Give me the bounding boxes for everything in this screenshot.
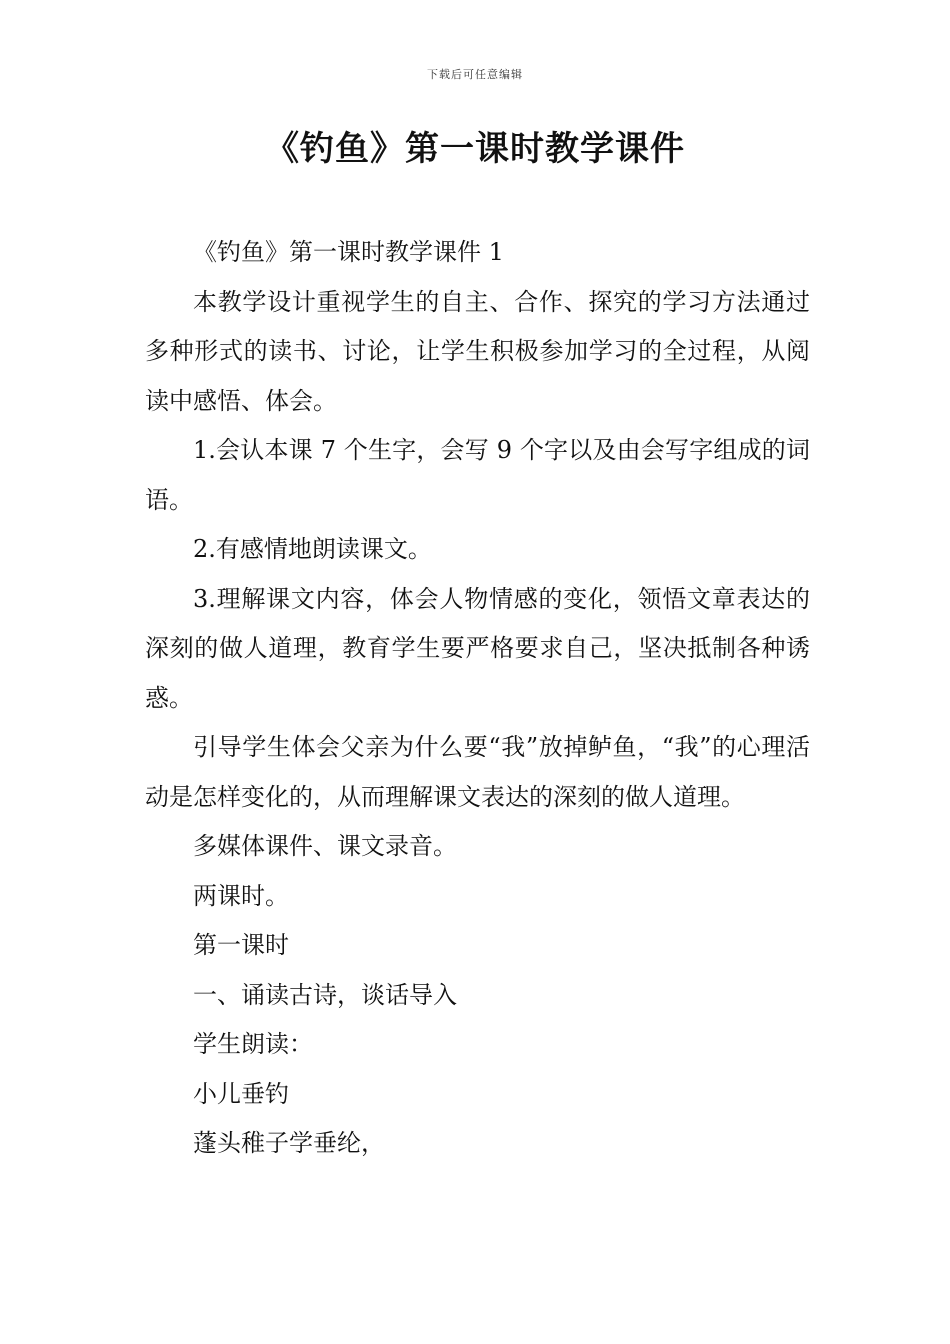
paragraph: 《钓鱼》第一课时教学课件 1 [193, 238, 504, 266]
paragraph: 小儿垂钓 [193, 1079, 289, 1108]
header-note: 下载后可任意编辑 [427, 68, 523, 81]
paragraph: 本教学设计重视学生的自主、合作、探究的学习方法通过多种形式的读书、讨论，让学生积极参加学习的全过程，从阅读中感悟、体会。 [145, 287, 810, 415]
paragraph: 1.会认本课 7 个生字，会写 9 个字以及由会写字组成的词语。 [145, 436, 810, 514]
paragraph: 蓬头稚子学垂纶， [193, 1129, 385, 1157]
paragraph: 学生朗读： [193, 1030, 313, 1058]
paragraph: 一、诵读古诗，谈话导入 [193, 980, 457, 1009]
document-title: 《钓鱼》第一课时教学课件 [265, 129, 685, 169]
paragraph: 第一课时 [193, 931, 289, 959]
paragraph: 多媒体课件、课文录音。 [193, 832, 457, 860]
document-body [145, 228, 810, 1169]
paragraph: 两课时。 [193, 881, 289, 910]
paragraph: 引导学生体会父亲为什么要“我”放掉鲈鱼，“我”的心理活动是怎样变化的，从而理解课文表达的深刻的做人道理。 [145, 733, 810, 811]
paragraph: 2.有感情地朗读课文。 [193, 535, 432, 563]
paragraph: 3.理解课文内容，体会人物情感的变化，领悟文章表达的深刻的做人道理，教育学生要严格要求自己，坚决抵制各种诱惑。 [145, 584, 810, 712]
